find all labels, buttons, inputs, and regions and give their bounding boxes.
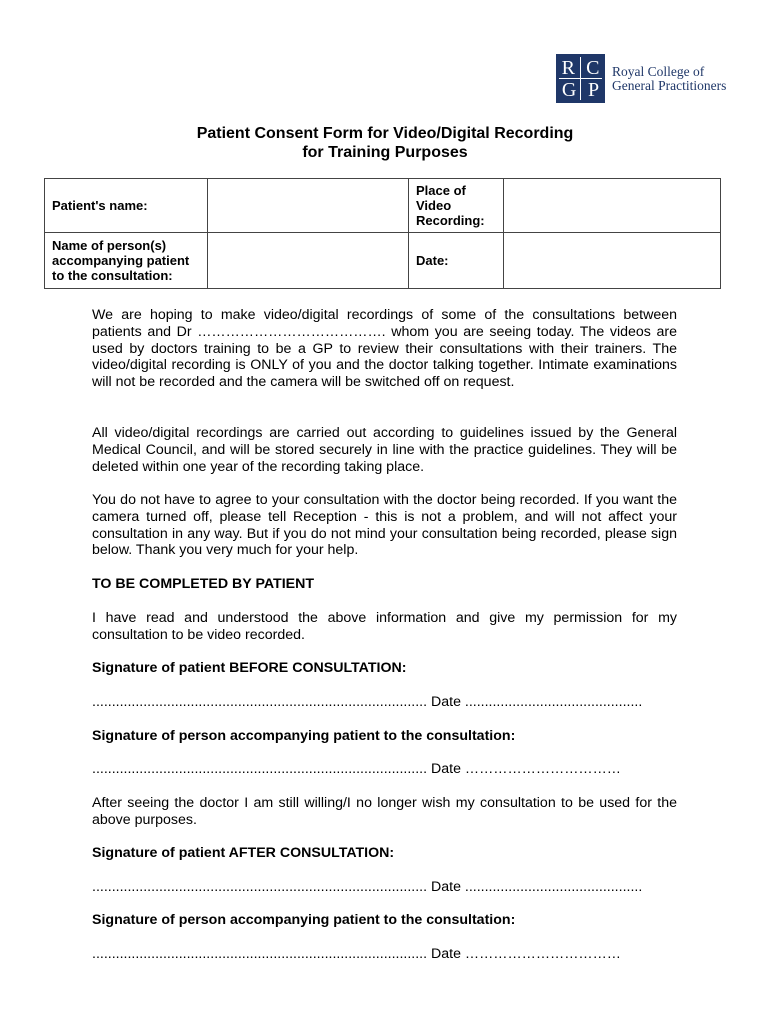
- place-of-recording-label: Place of Video Recording:: [409, 179, 504, 233]
- patient-name-field[interactable]: [208, 179, 409, 233]
- logo-line-1: Royal College of: [612, 63, 705, 79]
- signature-companion-before-line[interactable]: ..................................................................................... Date ……………………………: [92, 761, 621, 777]
- form-title: [0, 124, 770, 162]
- signature-after-label: Signature of patient AFTER CONSULTATION:: [92, 845, 395, 861]
- section-heading: TO BE COMPLETED BY PATIENT: [92, 576, 315, 592]
- paragraph-intro: We are hoping to make video/digital recordings of some of the consultations between patients and Dr …………………………………. whom you are seeing today. The videos are used by doctors training to be a GP to review their consultations with their trainers. The video/digital recording is ONLY of you and the doctor talking together. Intimate examinations will not be recorded and the camera will be switched off on request.: [92, 307, 677, 391]
- accompanying-person-field[interactable]: [208, 233, 409, 289]
- paragraph-after: After seeing the doctor I am still willing/I no longer wish my consultation to be used for the above purposes.: [92, 795, 677, 828]
- logo-letter: R: [561, 56, 575, 79]
- signature-companion-after-label: Signature of person accompanying patient to the consultation:: [92, 912, 516, 928]
- signature-companion-after-line[interactable]: ..................................................................................... Date ……………………………: [92, 946, 621, 962]
- patient-name-label: Patient's name:: [45, 179, 208, 233]
- title-line-1: Patient Consent Form for Video/Digital Recording: [196, 125, 574, 142]
- paragraph-permission: I have read and understood the above information and give my permission for my consultation to be video recorded.: [92, 610, 677, 643]
- signature-before-line[interactable]: ..................................................................................... Date .............................................: [92, 694, 643, 710]
- rcgp-logo-text: [612, 65, 726, 93]
- accompanying-person-label: Name of person(s) accompanying patient to the consultation:: [45, 233, 208, 289]
- paragraph-guidelines: All video/digital recordings are carried out according to guidelines issued by the General Medical Council, and will be stored securely in line with the practice guidelines. They will be deleted within one year of the recording taking place.: [92, 425, 677, 475]
- logo-line-2: General Practitioners: [612, 77, 727, 93]
- signature-after-line[interactable]: ..................................................................................... Date .............................................: [92, 879, 643, 895]
- logo-letter: P: [588, 78, 600, 101]
- signature-companion-before-label: Signature of person accompanying patient to the consultation:: [92, 728, 516, 744]
- logo-letter: C: [586, 56, 600, 79]
- date-label: Date:: [409, 233, 504, 289]
- title-line-2: for Training Purposes: [302, 144, 468, 161]
- rcgp-logo: [556, 54, 726, 103]
- patient-info-table: [44, 178, 721, 289]
- logo-letter: G: [561, 78, 577, 101]
- rcgp-logo-mark: [556, 54, 605, 103]
- paragraph-optional: You do not have to agree to your consultation with the doctor being recorded. If you want the camera turned off, please tell Reception - this is not a problem, and will not affect your consultation in any way. But if you do not mind your consultation being recorded, please sign below. Thank you very much for your help.: [92, 492, 677, 559]
- signature-before-label: Signature of patient BEFORE CONSULTATION:: [92, 660, 407, 676]
- date-field[interactable]: [504, 233, 721, 289]
- place-of-recording-field[interactable]: [504, 179, 721, 233]
